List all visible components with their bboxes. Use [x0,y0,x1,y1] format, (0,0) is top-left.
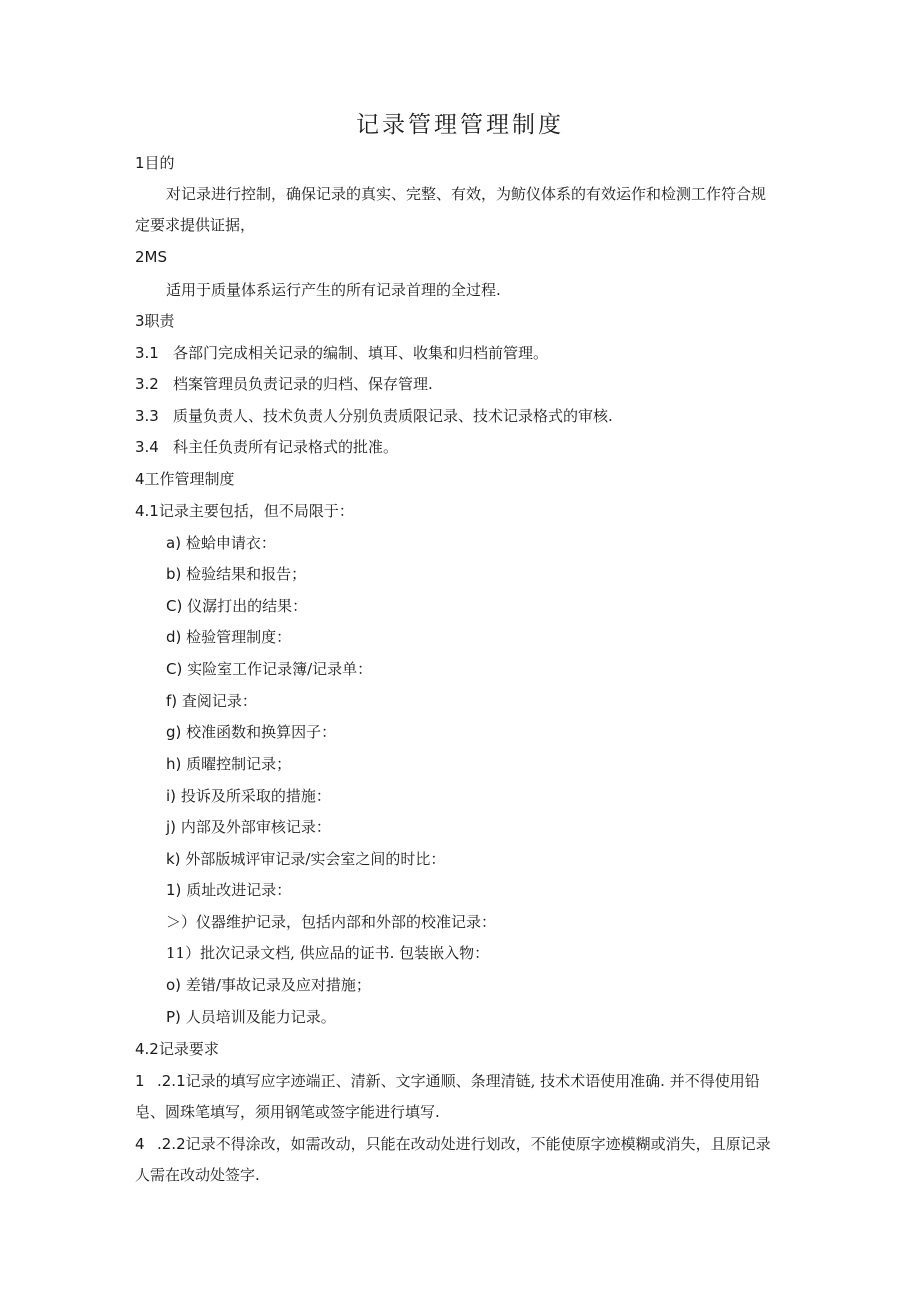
responsibility-item [135,377,433,392]
record-list-item [166,662,372,677]
responsibility-text: 质量负责人、技术负责人分别负责质限记录、技术记录格式的审核. [173,407,613,425]
section-4-2-text: 记录要求 [158,1040,219,1058]
section-1-paragraph-line-2: 定要求提供证据， [135,216,256,234]
responsibility-item [135,440,398,455]
record-list-item [166,820,331,835]
list-marker: a) [166,534,182,552]
responsibility-text: 各部门完成相关记录的编制、填耳、收集和归档前管理。 [173,344,549,362]
record-list-item [166,567,306,582]
record-list-item [166,883,291,898]
list-text: 差错/事故记录及应对措施； [185,976,371,994]
list-text: 质址改进记录： [186,881,292,899]
clause-4-2-2-number: .2.2 [157,1135,186,1153]
section-1-paragraph-line-1: 对记录进行控制，确保记录的真实、完整、有效，为鲂仪体系的有效运作和检测工作符合规 [166,185,767,203]
list-text: 仪器维护记录，包括内部和外部的校准记录： [196,913,497,931]
record-list-item [166,946,489,961]
list-marker: C) [166,660,183,678]
list-text: 外部版城评审记录/实会室之间的时比： [185,850,446,868]
list-marker: j) [166,818,177,836]
responsibility-number: 3.1 [135,344,159,362]
section-4-heading: 4工作管理制度 [135,470,235,488]
record-list-item [166,852,445,867]
record-list-item [166,630,291,645]
list-text: 校准函数和换算因子： [186,723,337,741]
record-list-item [166,1010,336,1025]
section-4-1-heading [135,504,354,519]
section-4-2-heading [135,1042,219,1057]
list-marker: b) [166,565,182,583]
section-2-heading: 2MS [135,248,168,266]
record-list-item [166,599,307,614]
record-list-item [166,978,371,993]
record-list-item [166,789,331,804]
list-text: 投诉及所采取的措施： [180,787,331,805]
list-text: 质曜控制记录； [186,755,292,773]
responsibility-text: 档案管理员负责记录的归档、保存管理. [173,375,433,393]
list-text: 人员培训及能力记录。 [185,1008,336,1026]
responsibility-item [135,346,548,361]
list-marker: o) [166,976,182,994]
list-marker: P) [166,1008,181,1026]
list-marker: 11） [166,944,201,962]
section-4-1-number: 4.1 [135,502,159,520]
list-marker: h) [166,755,182,773]
record-list-item [166,725,336,740]
record-list-item [166,694,257,709]
list-marker: g) [166,723,182,741]
list-marker: C) [166,597,183,615]
responsibility-number: 3.3 [135,407,159,425]
list-text: 仪潺打出的结果： [187,597,308,615]
clause-4-2-1-line-1 [135,1074,760,1089]
responsibility-item [135,409,613,424]
list-marker: d) [166,628,182,646]
list-text: 检蛤申请衣： [185,534,276,552]
clause-4-2-2-line-2: 人需在改动处签字. [135,1166,260,1184]
section-4-2-number: 4.2 [135,1040,159,1058]
list-marker: 1) [166,881,182,899]
list-text: 检验管理制度： [186,628,292,646]
record-list-item [166,536,276,551]
clause-4-2-1-number: .2.1 [157,1072,186,1090]
record-list-item [166,915,496,930]
responsibility-number: 3.4 [135,438,159,456]
list-text: 实险室工作记录簿/记录单： [187,660,373,678]
list-marker: ＞） [166,913,197,931]
list-text: 检验结果和报告； [186,565,307,583]
list-marker: k) [166,850,181,868]
section-4-1-text: 记录主要包括，但不局限于： [158,502,354,520]
record-list-item [166,757,291,772]
list-marker: f) [166,692,178,710]
responsibility-text: 科主任负责所有记录格式的批准。 [173,438,399,456]
list-text: 内部及外部审核记录： [180,818,331,836]
clause-4-2-2-text: 记录不得涂改，如需改动，只能在改动处进行划改，不能使原字迹模糊或消失，且原记录 [185,1135,771,1153]
list-marker: i) [166,787,177,805]
clause-4-2-1-text: 记录的填写应字迹端正、清新、文字通顺、条理清链, 技术术语使用准确. 并不得使用铅 [185,1072,760,1090]
responsibility-number: 3.2 [135,375,159,393]
list-text: 批次记录文档, 供应品的证书. 包装嵌入物： [200,944,490,962]
clause-4-2-1-leading-number: 1 [135,1072,145,1090]
document-title: 记录管理管理制度 [356,112,564,138]
clause-4-2-1-line-2: 皂、圆珠笔填写，须用钢笔或签字能进行填写. [135,1103,440,1121]
clause-4-2-2-line-1 [135,1137,771,1152]
section-3-heading: 3职责 [135,312,175,330]
list-text: 査阅记录： [181,692,257,710]
section-2-paragraph: 适用于质量体系运行产生的所有记录首理的全过程. [166,281,501,299]
section-1-heading: 1目的 [135,154,175,172]
clause-4-2-2-leading-number: 4 [135,1135,145,1153]
